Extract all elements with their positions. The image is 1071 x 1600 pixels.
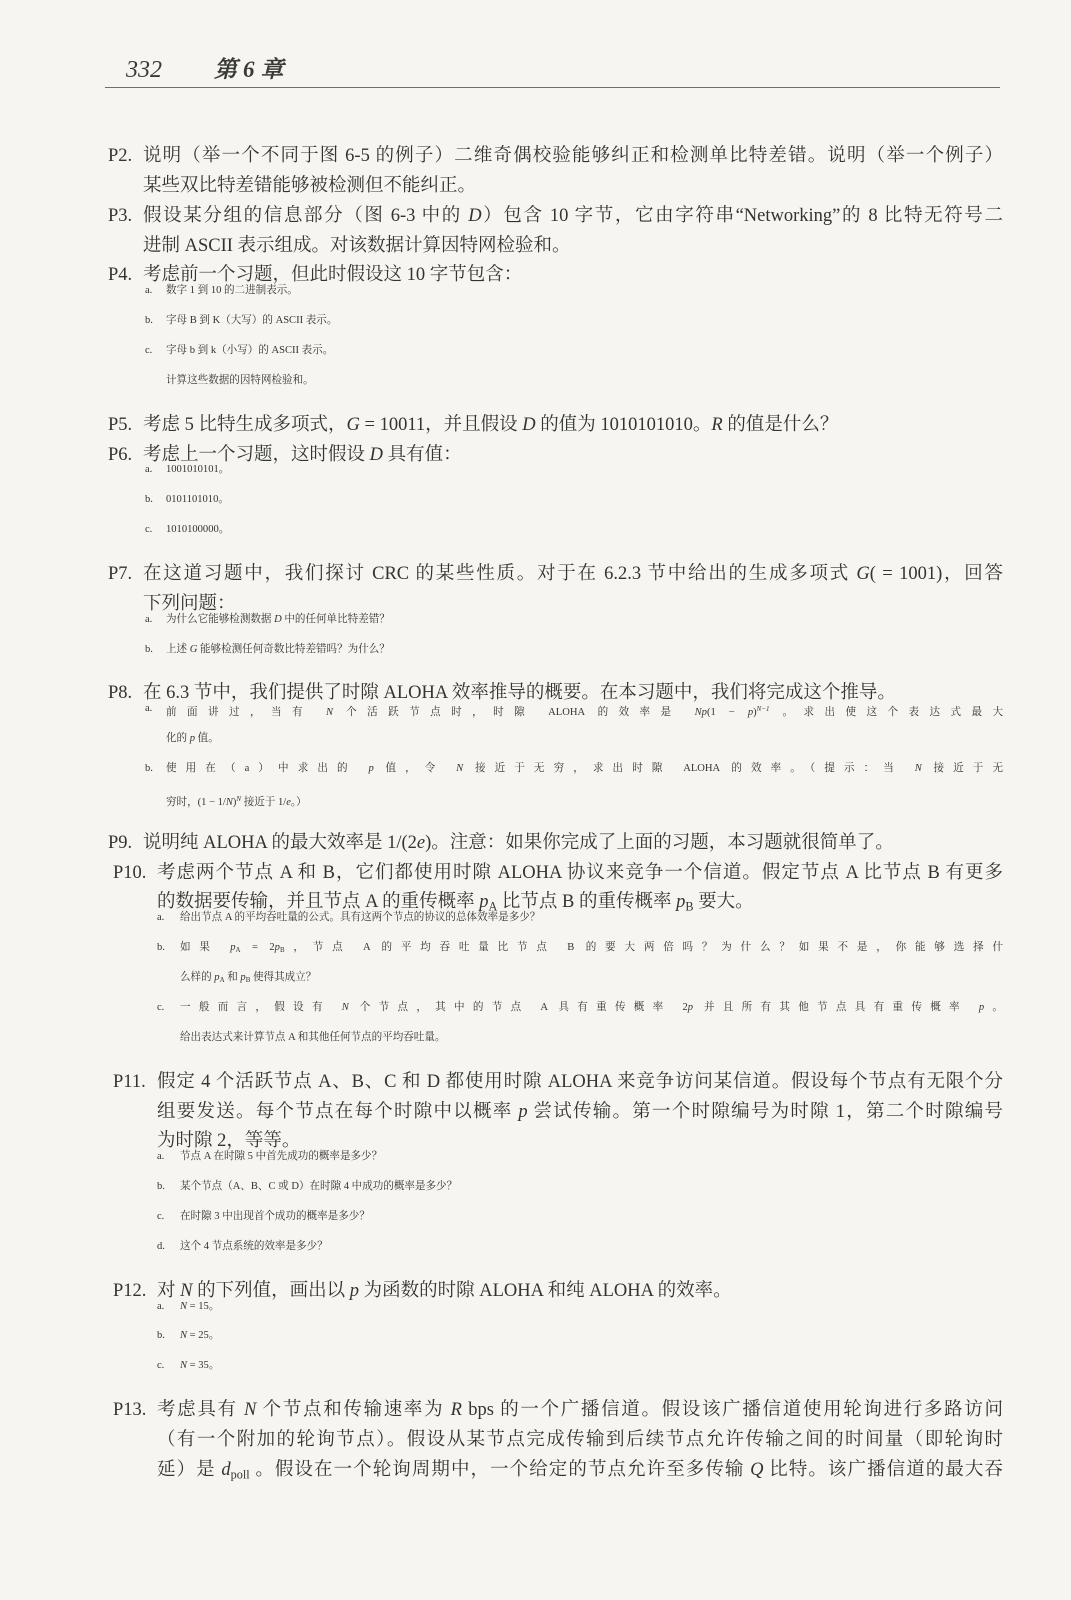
text-run: 假设某分组的信息部分（图 6-3 中的 [143, 205, 469, 226]
text-run: 进制 ASCII 表示组成。对该数据计算因特网检验和。 [143, 235, 571, 256]
problem-number: P6. [108, 444, 133, 465]
problem-number: P5. [108, 414, 133, 435]
sub-item [0, 464, 1071, 500]
sub-item-line: d. 这个 4 节点系统的效率是多少？ [157, 1240, 328, 1252]
sub-item-line: b. N = 25。 [157, 1330, 220, 1342]
math-symbol: D [522, 414, 536, 435]
math-symbol: R [450, 1400, 462, 1421]
text-run: 值。 [195, 733, 219, 745]
text-run: 穷时，(1 − 1/ [166, 797, 226, 809]
sub-item-line: a. 节点 A 在时隙 5 中首先成功的概率是多少？ [157, 1151, 383, 1163]
text-run: ( = 1001)，回答 [869, 564, 1003, 585]
text-run: = 2 [240, 942, 275, 954]
text-run: 节点 A 在时隙 5 中首先成功的概率是多少？ [180, 1151, 383, 1163]
text-run: ) [753, 707, 757, 719]
sub-item [0, 1001, 1071, 1068]
text-run: = 15。 [187, 1300, 220, 1312]
problem-line [113, 859, 1003, 889]
problem-number: P12. [113, 1280, 147, 1301]
text-run: 。 [984, 1001, 1003, 1013]
text-run: 为什么它能够检测数据 [166, 613, 275, 625]
text-run: 给出节点 A 的平均吞吐量的公式。具有这两个节点的协议的总体效率是多少？ [180, 912, 541, 924]
math-symbol: N [180, 1280, 193, 1301]
text-run: 说明（举一个不同于图 6-5 的例子）二维奇偶校验能够纠正和检测单比特差错。说明（举一个例子） [143, 146, 1003, 166]
text-run: 1001010101。 [166, 464, 230, 476]
text-run: 个节点，其中的节点 A 具有重传概率 2 [348, 1001, 688, 1013]
text-run: 个活跃节点时，时隙 ALOHA 的效率是 [333, 707, 695, 719]
problem-number: P8. [108, 683, 133, 704]
text-run: 和 [224, 972, 241, 984]
math-symbol: p [479, 892, 489, 913]
text-run: 接近于无 [921, 763, 1003, 775]
text-run: 下列问题： [143, 593, 236, 614]
math-symbol: N [180, 1360, 188, 1372]
text-run: 考虑具有 [157, 1400, 245, 1421]
text-run: 。假设在一个轮询周期中，一个给定的节点允许至多传输 [249, 1459, 751, 1480]
math-symbol: N [341, 1001, 349, 1013]
text-run: 使得其成立？ [250, 972, 317, 984]
text-run: 给出表达式来计算节点 A 和其他任何节点的平均吞吐量。 [180, 1031, 446, 1043]
text-run: 的值为 1010101010。 [535, 414, 712, 435]
math-symbol: e [286, 797, 291, 809]
problem-number: P7. [108, 564, 133, 585]
text-run: = 25。 [187, 1330, 220, 1342]
problem-line [108, 142, 1003, 172]
math-symbol: B [279, 946, 285, 955]
text-run: 。） [290, 797, 307, 809]
sub-item-line: b. 某个节点（A、B、C 或 D）在时隙 4 中成功的概率是多少？ [157, 1181, 458, 1193]
chapter-title: 第6章 [214, 57, 290, 82]
sub-item [0, 643, 1071, 680]
math-symbol: p [230, 942, 236, 954]
problem-line [113, 1277, 1003, 1307]
text-run: 一般而言，假设有 [180, 1001, 342, 1013]
sub-item [0, 1240, 1071, 1277]
text-run: 字母 B 到 K（大写）的 ASCII 表示。 [166, 315, 338, 327]
problem-number: P3. [108, 205, 133, 226]
text-run: （有一个附加的轮询节点）。假设从某节点完成传输到后续节点允许传输之间的时间量（即轮询时 [157, 1429, 1003, 1450]
text-run: 中的任何单比特差错？ [281, 613, 390, 625]
problem [0, 829, 1071, 859]
problem [0, 560, 1071, 679]
math-symbol: G [346, 414, 360, 435]
sub-item-line: b. 字母 B 到 K（大写）的 ASCII 表示。 [145, 315, 338, 327]
text-run: 个节点和传输速率为 [256, 1400, 451, 1421]
problem [0, 1396, 1071, 1486]
math-symbol: G [856, 564, 870, 585]
text-run: 的值是什么？ [722, 414, 839, 435]
text-run: 的下列值，画出以 [192, 1280, 350, 1301]
sub-item-line: c. 字母 b 到 k（小写）的 ASCII 表示。 [145, 345, 334, 357]
problem-line [108, 441, 1003, 471]
text-run: 接近于 1/ [241, 797, 287, 809]
text-run: 的数据要传输，并且节点 A 的重传概率 [157, 892, 480, 913]
math-symbol: p [214, 972, 220, 984]
sub-item-line: c. 在时隙 3 中出现首个成功的概率是多少？ [157, 1210, 370, 1222]
math-symbol: B [245, 976, 251, 984]
text-run: 这个 4 节点系统的效率是多少？ [180, 1240, 328, 1252]
problem-line [157, 1098, 1003, 1128]
text-run: 字母 b 到 k（小写）的 ASCII 表示。 [166, 345, 334, 357]
text-run: 对 [157, 1280, 181, 1301]
math-symbol: N [244, 1400, 257, 1421]
math-symbol: p [747, 707, 754, 719]
sub-item-line: a. 给出节点 A 的平均吞吐量的公式。具有这两个节点的协议的总体效率是多少？ [157, 912, 541, 924]
header-rule [105, 87, 1000, 88]
text-run: 么样的 [180, 972, 215, 984]
sub-item-line: b. 上述 G 能够检测任何奇数比特差错吗？为什么？ [145, 643, 390, 655]
sub-item-line: c. 1010100000。 [145, 524, 230, 536]
text-run: 要大。 [693, 892, 754, 913]
problem [0, 142, 1071, 202]
text-run: 在 6.3 节中，我们提供了时隙 ALOHA 效率推导的概要。在本习题中，我们将完成这个推导。 [143, 683, 896, 704]
math-symbol: p [189, 733, 196, 745]
sub-item [0, 703, 1071, 769]
math-symbol: p [274, 942, 280, 954]
sub-item-line: a. 1001010101。 [145, 464, 230, 476]
math-symbol: N [225, 797, 233, 809]
text-run: 尝试传输。第一个时隙编号为时隙 1，第二个时隙编号 [527, 1101, 1003, 1122]
problem-number: P9. [108, 832, 133, 853]
sub-item-line: b. 如果 $p_A = 2p_B$，节点 A 的平均吞吐量比节点 B 的要大两倍吗？为什么？如果不是，你能够选择什 [157, 942, 1003, 955]
math-symbol: N [456, 763, 464, 775]
sub-item-line: b. 使用在（a）中求出的 p 值，令 N 接近于无穷，求出时隙 ALOHA 的效率。（提示：当 N 接近于无 [145, 763, 1003, 775]
text-run: 具有值： [383, 444, 462, 465]
sub-item-line: a. 前面讲过，当有 N 个活跃节点时，时隙 ALOHA 的效率是 $Np(1 - p)^{N-1}$ 。求出使这个表达式最大 [145, 703, 1003, 719]
math-symbol: p [676, 892, 686, 913]
math-symbol: p [349, 1280, 359, 1301]
text-run: 考虑两个节点 A 和 B，它们都使用时隙 ALOHA 协议来竞争一个信道。假定节点 A 比节点 B 有更多 [157, 862, 1003, 883]
math-symbol: p [978, 1001, 985, 1013]
sub-item-line: a. 数字 1 到 10 的二进制表示。 [145, 285, 298, 297]
math-symbol: poll [230, 1467, 250, 1482]
text-run: 某些双比特差错能够被检测但不能纠正。 [143, 175, 477, 196]
sub-item [0, 494, 1071, 530]
math-symbol: N [236, 794, 242, 803]
text-run: bps 的一个广播信道。假设该广播信道使用轮询进行多路访问 [461, 1400, 1003, 1421]
problem [0, 411, 1071, 441]
text-run: 考虑上一个习题，这时假设 [143, 444, 370, 465]
sub-item [0, 613, 1071, 650]
text-run: 化的 [166, 733, 190, 745]
text-run: 并且所有其他节点具有重传概率 [693, 1001, 979, 1013]
text-run: (1 − [706, 707, 748, 719]
text-run: = 10011，并且假设 [359, 414, 523, 435]
math-symbol: R [711, 414, 723, 435]
math-symbol: p [240, 972, 246, 984]
sub-item-line [166, 794, 1003, 829]
text-run: 比特。该广播信道的最大吞 [763, 1459, 1003, 1480]
text-run: 考虑 5 比特生成多项式， [143, 414, 347, 435]
math-symbol: D [369, 444, 384, 465]
text-run: 组要发送。每个节点在每个时隙中以概率 [157, 1101, 519, 1122]
text-run: ，节点 A 的平均吞吐量比节点 B 的要大两倍吗？为什么？如果不是，你能够选择什 [284, 942, 1003, 954]
problem-line [108, 679, 1003, 709]
problem-line [143, 232, 1003, 262]
math-symbol: p [687, 1001, 693, 1013]
problem [0, 679, 1071, 828]
text-run: 计算这些数据的因特网检验和。 [166, 374, 314, 386]
problem-line [143, 172, 1003, 202]
text-run: )。注意：如果你完成了上面的习题，本习题就很简单了。 [425, 832, 894, 853]
sub-item [0, 524, 1071, 560]
text-run: 前面讲过，当有 [166, 707, 327, 719]
math-symbol: A [219, 976, 225, 984]
problem [0, 1277, 1071, 1396]
text-run: = 35。 [187, 1360, 220, 1372]
text-run: 延）是 [157, 1459, 222, 1480]
problem-number: P11. [113, 1071, 146, 1092]
text-run: 1010100000。 [166, 524, 230, 536]
text-run: 比节点 B 的重传概率 [497, 892, 677, 913]
text-run: 考虑前一个习题，但此时假设这 10 字节包含： [143, 265, 523, 286]
text-run: 0101101010。 [166, 494, 229, 506]
problem [0, 261, 1071, 410]
note-line [166, 374, 1003, 411]
sub-item-line [180, 1031, 1003, 1068]
math-symbol: N [180, 1330, 188, 1342]
text-run: 上述 [166, 643, 190, 655]
sub-item-line: c. 一般而言，假设有 N 个节点，其中的节点 A 具有重传概率 2p 并且所有其他节点具有重传概率 p。 [157, 1001, 1003, 1013]
sub-item [0, 763, 1071, 829]
math-symbol: N−1 [756, 705, 770, 714]
math-symbol: G [189, 643, 198, 655]
math-symbol: p [518, 1101, 528, 1122]
math-symbol: N [326, 707, 334, 719]
math-symbol: N [914, 763, 922, 775]
math-symbol: p [368, 763, 374, 775]
text-run: 使用在（a）中求出的 [166, 763, 369, 775]
problem-line [157, 1456, 1003, 1486]
problem-line [108, 411, 1003, 441]
math-symbol: N [180, 1300, 188, 1312]
sub-item-line: a. 为什么它能够检测数据 D 中的任何单比特差错？ [145, 613, 390, 625]
math-symbol: d [221, 1459, 231, 1480]
problem-list [0, 142, 1071, 1486]
sub-item [0, 315, 1071, 351]
text-run: 假定 4 个活跃节点 A、B、C 和 D 都使用时隙 ALOHA 来竞争访问某信道。假设每个节点有无限个分 [157, 1071, 1003, 1092]
problem [0, 859, 1071, 1068]
problem-number: P13. [113, 1400, 147, 1421]
problem-line [113, 1396, 1003, 1426]
page-number: 332 [126, 57, 162, 83]
text-run: 在这道习题中，我们探讨 CRC 的某些性质。对于在 6.2.3 节中给出的生成多项式 [143, 564, 857, 585]
text-run: 某个节点（A、B、C 或 D）在时隙 4 中成功的概率是多少？ [180, 1181, 458, 1193]
problem [0, 1068, 1071, 1277]
problem-line [108, 560, 1003, 590]
problem-number: P10. [113, 862, 147, 883]
text-run: 为时隙 2，等等。 [157, 1131, 301, 1152]
sub-item-line: a. N = 15。 [157, 1300, 220, 1312]
math-symbol: A [488, 899, 498, 914]
text-run: 值，令 [373, 763, 457, 775]
problem-line [157, 1426, 1003, 1456]
text-run: 数字 1 到 10 的二进制表示。 [166, 285, 298, 297]
math-symbol: B [685, 899, 694, 914]
math-symbol: D [468, 205, 482, 226]
math-symbol: Np [694, 707, 707, 719]
problem-line [108, 202, 1004, 232]
sub-item [0, 285, 1071, 321]
problem [0, 441, 1071, 560]
sub-item-line: b. 0101101010。 [145, 494, 229, 506]
math-symbol: A [235, 946, 241, 955]
text-run: ) [232, 797, 237, 809]
text-run: 。求出使这个表达式最大 [769, 707, 1003, 719]
math-symbol: e [416, 832, 426, 853]
sub-item [0, 1360, 1071, 1396]
sub-item [0, 345, 1071, 381]
problem-line [108, 829, 1003, 859]
problem-line [113, 1068, 1003, 1098]
problem [0, 202, 1071, 262]
text-run: 说明纯 ALOHA 的最大效率是 1/(2 [143, 832, 417, 853]
text-run: 接近于无穷，求出时隙 ALOHA 的效率。（提示：当 [463, 763, 915, 775]
text-run: 如果 [180, 942, 231, 954]
math-symbol: Q [750, 1459, 764, 1480]
sub-item [0, 942, 1071, 1008]
problem-number: P4. [108, 265, 133, 286]
text-run: ）包含 10 字节，它由字符串“Networking”的 8 比特无符号二 [481, 205, 1004, 226]
problem-number: P2. [108, 146, 133, 166]
text-run: 在时隙 3 中出现首个成功的概率是多少？ [180, 1210, 370, 1222]
math-symbol: D [274, 613, 282, 625]
text-run: 为函数的时隙 ALOHA 和纯 ALOHA 的效率。 [359, 1280, 732, 1301]
text-run: 能够检测任何奇数比特差错吗？为什么？ [197, 643, 390, 655]
sub-item-line: c. N = 35。 [157, 1360, 220, 1372]
